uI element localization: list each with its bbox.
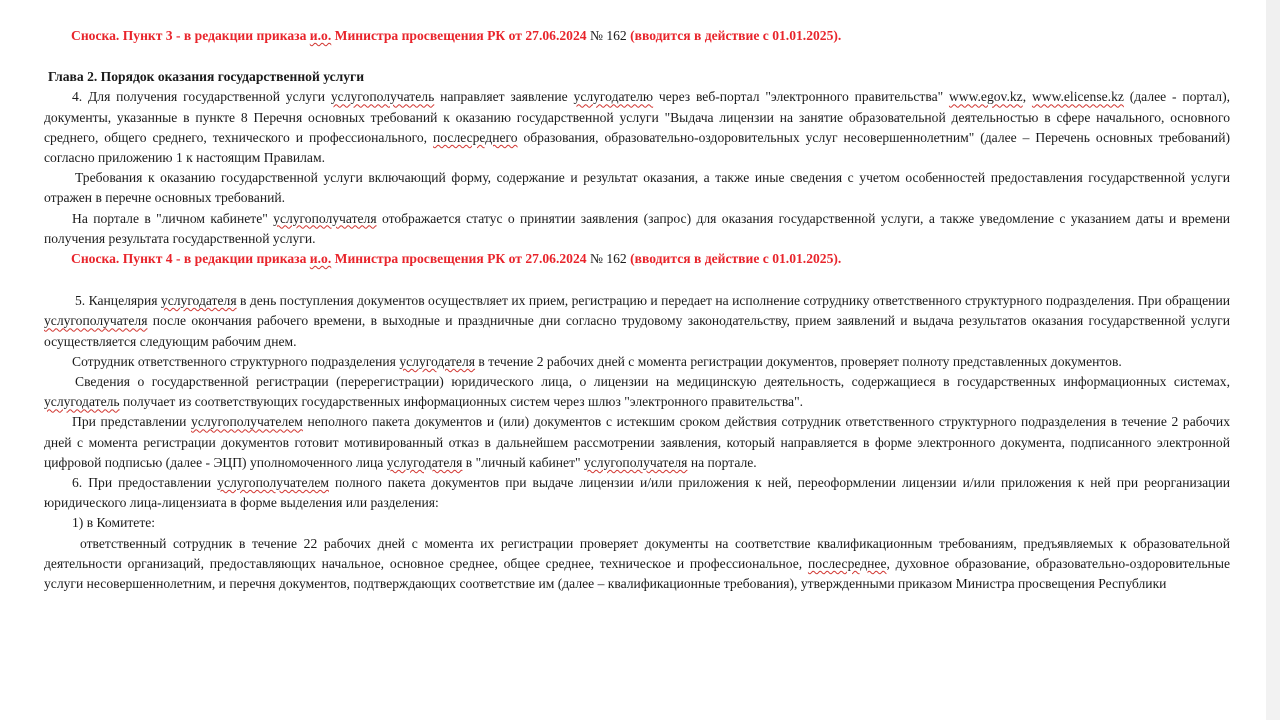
spell-flag: послесреднего [433,129,518,145]
text-run: ответственный сотрудник в течение 22 рабочих дней с момента их регистрации проверяет документы на соответствие квалификационным требованиям, предъявляемых к образовательной деятельности организаций, предоставляющих начальное, основное среднее, общее среднее, техническое и профессиональное, [44,535,1230,571]
text-run: неполного пакета документов и (или) документов с истекшим сроком действия сотрудник ответственного структурного подразделения в течение 2 рабочих дней с момента регистрации документов готовит мотивированный отказ в дальнейшем рассмотрении заявления, который направляется в форме электронного документа, подписанного электронной цифровой подписью (далее - ЭЦП) уполномоченного лица [44,414,1230,470]
paragraph-4 [44,87,1230,168]
text-run: в день поступления документов осуществляет их прием, регистрацию и передает на исполнение сотруднику ответственного структурного подразделения. При обращении [236,293,1230,309]
spell-flag: услугополучателя [583,454,688,470]
footnote-text: Министра просвещения РК от 27.06.2024 [331,28,590,43]
order-number: № 162 [589,28,627,43]
text-run: полного пакета документов при выдаче лицензии и/или приложения к ней, переоформлении лицензии и/или приложения к ней при реорганизации юридического лица-лицензиата в форме выделения или разделения: [44,475,1230,511]
footnote-abbrev: и.о. [309,251,332,267]
paragraph-5-refusal [44,412,1230,473]
paragraph-5-employee [44,352,1230,372]
spell-flag: услугополучатель [330,89,435,105]
text-run: направляет заявление [434,89,574,105]
footnote-item-3 [44,26,1230,46]
text-run: Сотрудник ответственного структурного подразделения [72,353,400,369]
text-run: получает из соответствующих государственных информационных систем через шлюз "электронного правительства". [119,394,804,410]
spell-flag: услугодателю [573,89,654,105]
order-number: № 162 [589,251,627,267]
paragraph-4-requirements: Требования к оказанию государственной услуги включающий форму, содержание и результат оказания, а также иные сведения с учетом особенностей предоставления государственной услуги отражен в перечне основных требований. [44,170,1230,206]
spell-flag: услугодатель [44,394,120,410]
spell-flag: услугодателя [399,353,476,369]
text-run: На портале в "личном кабинете" [72,210,274,226]
text-run: на портале. [687,454,757,470]
text-run: через веб-портал "электронного правительства" [653,89,949,105]
text-run: 6. При предоставлении [72,475,218,491]
footnote-text: Сноска. Пункт 4 - в редакции приказа [71,251,310,267]
paragraph-4-portal [44,209,1230,249]
footnote-text: (вводится в действие с 01.01.2025). [626,28,842,43]
text-run: в течение 2 рабочих дней с момента регистрации документов, проверяет полноту представленных документов. [475,353,1122,369]
text-run: 4. Для получения государственной услуги [72,89,331,105]
text-run: 5. Канцелярия [75,293,161,309]
spell-flag: услугополучателем [191,414,303,430]
paragraph-5 [44,291,1230,352]
document-body [44,26,1230,594]
link-egov: www.egov.kz [948,89,1023,105]
footnote-abbrev: и.о. [309,28,332,43]
footnote-text: Сноска. Пункт 3 - в редакции приказа [71,28,310,43]
text-run: , [1022,89,1032,105]
text-run: При представлении [72,414,192,430]
spell-flag: услугополучателя [44,313,148,329]
footnote-text: Министра просвещения РК от 27.06.2024 [331,251,590,267]
text-run: после окончания рабочего времени, в выходные и праздничные дни согласно трудовому законодательству, прием заявлений и выдача результатов оказания государственной услуги осуществляется следующим рабочим днем. [44,313,1230,349]
footnote-text: (вводится в действие с 01.01.2025). [626,251,842,267]
chapter-heading: Глава 2. Порядок оказания государственной услуги [48,69,365,85]
scrollbar-thumb[interactable] [1266,0,1280,200]
text-run: отображается статус о принятии заявления (запрос) для оказания государственной услуги, а также уведомление с указанием даты и времени получения результата государственной услуги. [44,210,1231,246]
paragraph-5-info [44,372,1230,412]
spell-flag: услугодателя [160,293,237,309]
text-run: , духовное образование, образовательно-оздоровительные услуги несовершеннолетним, и перечня документов, подтверждающих соответствие им (далее – квалификационные требования), утвержденными приказом Министра просвещения Республики [44,555,1230,592]
text-run: Сведения о государственной регистрации (перерегистрации) юридического лица, о лицензии на медицинскую деятельность, содержащиеся в государственных информационных системах, [75,374,1230,390]
spell-flag: услугодателя [386,454,463,470]
spell-flag: услугополучателя [273,210,377,226]
spell-flag: услугополучателем [217,475,329,491]
text-run: в "личный кабинет" [462,454,584,470]
vertical-scrollbar[interactable] [1266,0,1280,720]
paragraph-6-subitem-1: 1) в Комитете: [72,515,156,531]
footnote-item-4 [44,249,1230,269]
text-run: образования, образовательно-оздоровительных услуг несовершеннолетним" (далее – Перечень основных требований) согласно приложению 1 к настоящим Правилам. [44,129,1231,166]
text-run: (далее - портал), документы, указанные в пункте 8 Перечня основных требований к оказанию государственной услуги "Выдача лицензии на занятие образовательной деятельностью в сфере начального, основного среднего, общего среднего, технического и профессионального, [44,89,1230,145]
link-elicense: www.elicense.kz [1031,89,1124,105]
spell-flag: послесреднее [807,555,887,571]
paragraph-6-employee [44,534,1230,595]
paragraph-6 [44,473,1230,513]
